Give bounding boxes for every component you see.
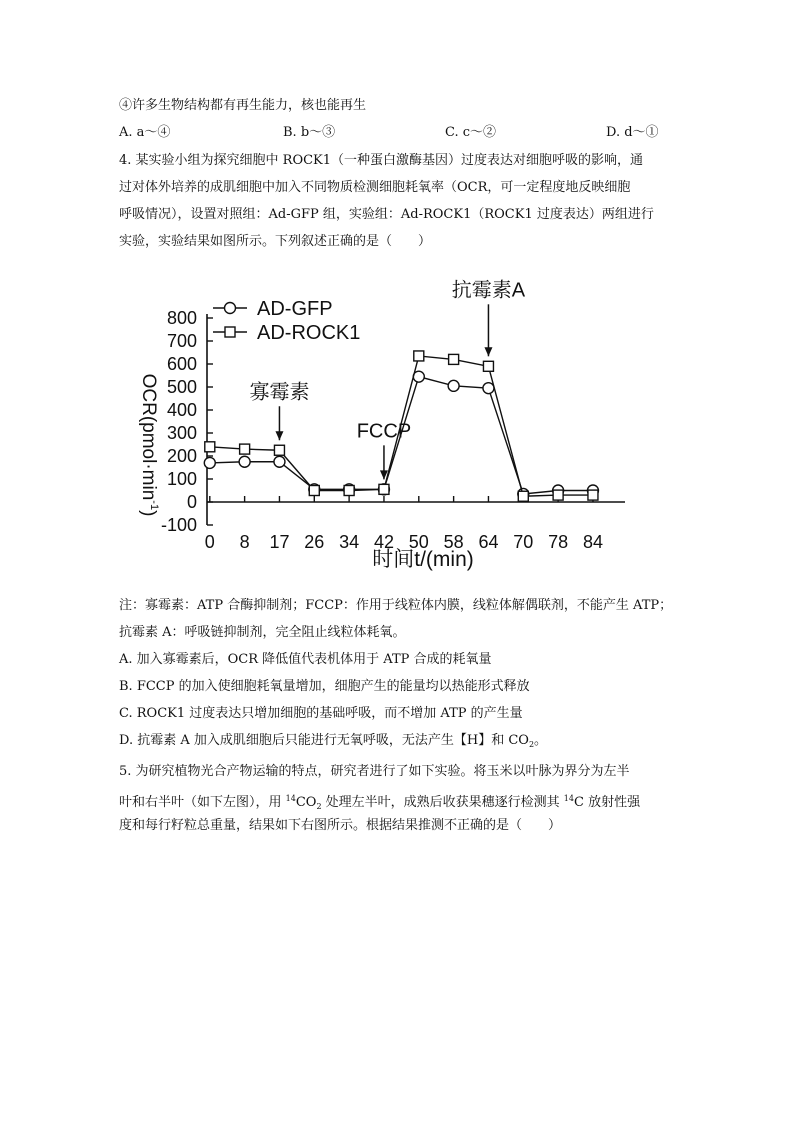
x-tick-label: 64	[478, 532, 499, 552]
q4-option-d-end: 。	[534, 733, 548, 748]
x-tick-label: 78	[548, 532, 569, 552]
gfp-data-point	[448, 380, 459, 391]
q4-stem-line: 过对体外培养的成肌细胞中加入不同物质检测细胞耗氧率（OCR，可一定程度地反映细胞	[119, 180, 631, 195]
q4-note-line: 注：寡霉素：ATP 合酶抑制剂；FCCP：作用于线粒体内膜，线粒体解偶联剂，不能产生 ATP；	[119, 598, 673, 613]
q5-stem-line: 度和每行籽粒总重量，结果如下右图所示。根据结果推测不正确的是（ ）	[119, 818, 562, 833]
q4-option-b: B. FCCP 的加入使细胞耗氧量增加，细胞产生的能量均以热能形式释放	[119, 679, 530, 694]
x-tick-label: 58	[443, 532, 464, 552]
legend-square-marker	[225, 327, 235, 337]
prev-option-a: A. a～④	[119, 125, 171, 140]
y-tick-label: 0	[186, 492, 197, 512]
rock1-data-point	[483, 361, 493, 371]
x-tick-label: 50	[408, 532, 429, 552]
q4-stem-line: 呼吸情况），设置对照组：Ad-GFP 组，实验组：Ad-ROCK1（ROCK1 过度表达）两组进行	[119, 207, 654, 222]
x-tick-label: 84	[582, 532, 603, 552]
y-tick-label: 700	[166, 331, 197, 351]
y-tick-label: 600	[166, 354, 197, 374]
legend-label: AD-ROCK1	[257, 322, 361, 344]
rock1-data-point	[414, 351, 424, 361]
q5-text: C 放射性强	[573, 795, 641, 810]
x-tick-label: 70	[513, 532, 534, 552]
gfp-data-point	[204, 457, 215, 468]
y-tick-label: 300	[166, 423, 197, 443]
x-tick-label: 42	[373, 532, 394, 552]
x-tick-label: 26	[304, 532, 325, 552]
rock1-data-point	[309, 486, 319, 496]
rock1-data-point	[379, 484, 389, 494]
prev-option-b: B. b～③	[283, 125, 336, 140]
q4-stem-line: 4. 某实验小组为探究细胞中 ROCK1（一种蛋白激酶基因）过度表达对细胞呼吸的影响，通	[119, 153, 644, 168]
x-tick-label: 0	[204, 532, 215, 552]
q4-option-d	[119, 731, 547, 755]
subscript: 2	[528, 740, 535, 749]
annotation-label: 寡霉素	[249, 381, 310, 404]
y-tick-label: 800	[166, 308, 197, 328]
q5-stem-line	[119, 789, 640, 817]
y-tick-label: 500	[166, 377, 197, 397]
annotation-label: FCCP	[356, 420, 412, 443]
rock1-data-point	[553, 490, 563, 500]
superscript: 14	[563, 794, 574, 803]
arrow-head	[275, 431, 283, 440]
q4-option-c: C. ROCK1 过度表达只增加细胞的基础呼吸，而不增加 ATP 的产生量	[119, 706, 523, 721]
q4-note-line: 抗霉素 A：呼吸链抑制剂，完全阻止线粒体耗氧。	[119, 625, 406, 640]
rock1-data-point	[274, 445, 284, 455]
legend-label: AD-GFP	[257, 298, 333, 320]
x-axis-label: 时间t/(min)	[372, 548, 474, 571]
q4-option-d-text: D. 抗霉素 A 加入成肌细胞后只能进行无氧呼吸，无法产生【H】和 CO	[119, 733, 529, 748]
q5-text: 叶和右半叶（如下左图），用	[119, 795, 286, 810]
y-tick-label: -100	[160, 515, 197, 535]
gfp-data-point	[483, 383, 494, 394]
y-tick-label: 100	[166, 469, 197, 489]
y-tick-label: 200	[166, 446, 197, 466]
gfp-data-point	[239, 456, 250, 467]
rock1-data-point	[449, 354, 459, 364]
superscript: 14	[285, 794, 296, 803]
ocr-line-chart	[125, 275, 645, 575]
rock1-data-point	[588, 490, 598, 500]
q4-option-a: A. 加入寡霉素后，OCR 降低值代表机体用于 ATP 合成的耗氧量	[119, 652, 492, 667]
statement-4: ④许多生物结构都有再生能力，核也能再生	[119, 98, 367, 113]
q5-stem-line: 5. 为研究植物光合产物运输的特点，研究者进行了如下实验。将玉米以叶脉为界分为左半	[119, 764, 630, 779]
prev-option-c: C. c～②	[445, 125, 497, 140]
legend-circle-marker	[225, 303, 236, 314]
gfp-data-point	[274, 456, 285, 467]
q5-text: 处理左半叶，成熟后收获果穗逐行检测其	[321, 795, 564, 810]
prev-option-d: D. d～①	[606, 125, 659, 140]
y-axis-label	[138, 374, 160, 517]
subscript: 2	[316, 802, 322, 811]
annotation-label: 抗霉素A	[451, 279, 526, 302]
rock1-data-point	[344, 486, 354, 496]
x-tick-label: 34	[339, 532, 360, 552]
q5-text: CO	[295, 795, 317, 810]
x-tick-label: 8	[239, 532, 250, 552]
rock1-data-point	[518, 491, 528, 501]
svg-text:OCR(pmol·min-1): $OCR(pmol\cdot\min^{-1})$	[138, 373, 160, 517]
rock1-data-point	[205, 442, 215, 452]
x-tick-label: 17	[269, 532, 290, 552]
y-tick-label: 400	[166, 400, 197, 420]
q4-stem-line: 实验，实验结果如图所示。下列叙述正确的是（ ）	[119, 234, 432, 249]
rock1-data-point	[240, 444, 250, 454]
arrow-head	[484, 347, 492, 356]
